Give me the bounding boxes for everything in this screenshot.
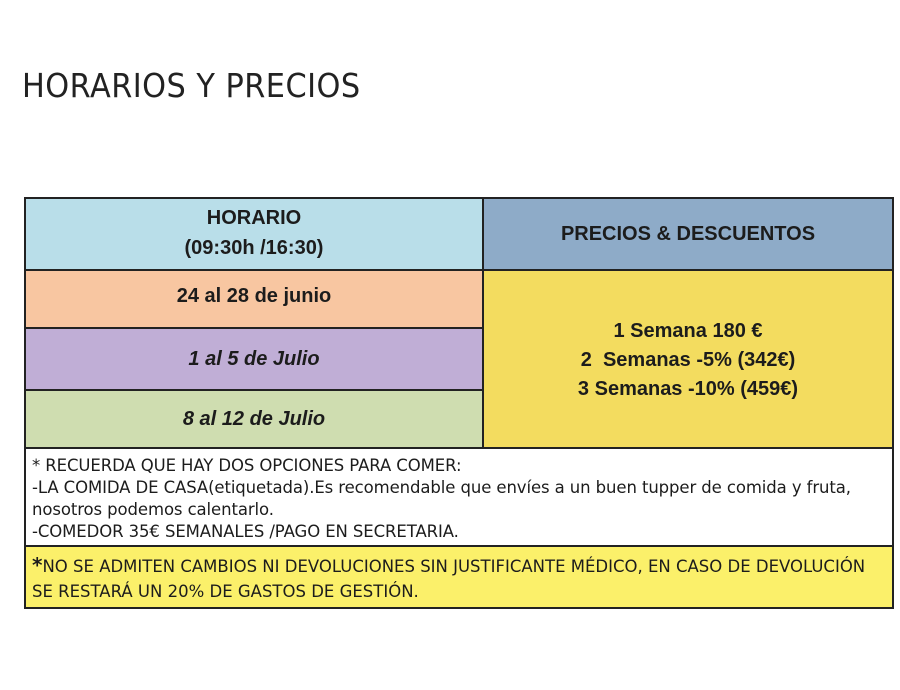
- week-row-3: [26, 391, 484, 449]
- prices-body-cell: [484, 271, 892, 449]
- meal-notes-heading: * RECUERDA QUE HAY DOS OPCIONES PARA COMER:: [32, 456, 462, 475]
- warning-asterisk: *: [32, 553, 43, 577]
- precios-header-label: PRECIOS & DESCUENTOS: [560, 222, 816, 245]
- price-line-2: 2 Semanas -5% (342€): [580, 349, 796, 371]
- week-label-1: 24 al 28 de junio: [176, 285, 332, 307]
- page-title: HORARIOS Y PRECIOS: [22, 66, 361, 105]
- week-row-2: [26, 329, 484, 391]
- week-row-1: [26, 271, 484, 329]
- price-line-3: 3 Semanas -10% (459€): [577, 378, 799, 400]
- refund-warning-text: NO SE ADMITEN CAMBIOS NI DEVOLUCIONES SIN JUSTIFICANTE MÉDICO, EN CASO DE DEVOLUCIÓN SE RESTARÁ UN 20% DE GASTOS DE GESTIÓN.: [32, 557, 866, 601]
- horario-time-range: (09:30h /16:30): [184, 237, 324, 259]
- horario-header-cell: [26, 199, 484, 271]
- meal-notes-home-option: -LA COMIDA DE CASA(etiquetada).Es recomendable que envíes a un buen tupper de comida y fruta, nosotros podemos calentarlo.: [32, 478, 851, 519]
- refund-warning-cell: [26, 547, 892, 607]
- week-label-2: 1 al 5 de Julio: [188, 347, 320, 370]
- price-line-1: 1 Semana 180 €: [613, 320, 763, 342]
- horario-header-label: HORARIO: [206, 207, 302, 229]
- meal-notes-cell: [26, 449, 892, 547]
- meal-notes-dining-option: -COMEDOR 35€ SEMANALES /PAGO EN SECRETARIA.: [32, 522, 459, 541]
- schedule-price-table: [24, 197, 894, 609]
- week-label-3: 8 al 12 de Julio: [182, 407, 326, 430]
- precios-header-cell: [484, 199, 892, 271]
